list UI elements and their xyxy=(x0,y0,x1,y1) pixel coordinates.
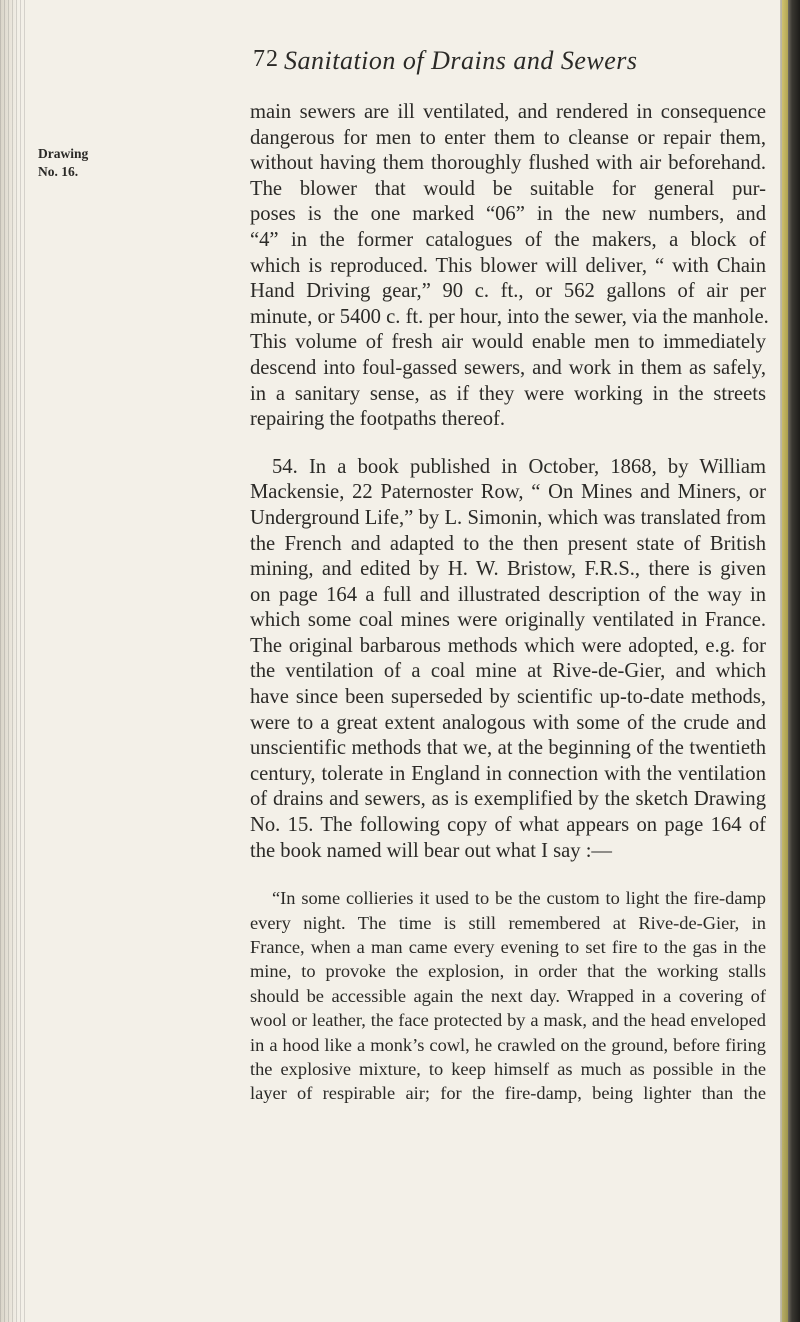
text-line: dangerous for men to enter them to cleanse or repair them, xyxy=(250,126,766,149)
body-text xyxy=(250,100,769,1106)
quote-line: the explosive mixture, to keep himself as much as possible in the xyxy=(250,1059,766,1080)
margin-note-line: Drawing xyxy=(38,146,89,161)
text-line: without having them thoroughly flushed with air beforehand. xyxy=(250,152,766,175)
quote-line: France, when a man came every evening to set fire to the gas in the xyxy=(250,937,766,958)
text-line: unscientific methods that we, at the beginning of the twentieth xyxy=(250,737,766,760)
text-line: No. 15. The following copy of what appears on page 164 of xyxy=(250,814,766,837)
text-line: minute, or 5400 c. ft. per hour, into the sewer, via the manhole. xyxy=(250,305,769,328)
block-quote xyxy=(250,886,766,1106)
paragraph-2 xyxy=(250,455,766,865)
text-line: of drains and sewers, as is exemplified by the sketch Drawing xyxy=(250,788,766,811)
text-line: Hand Driving gear,” 90 c. ft., or 562 gallons of air per xyxy=(250,280,766,303)
text-line: Mackensie, 22 Paternoster Row, “ On Mines and Miners, or xyxy=(250,481,766,504)
text-line: repairing the footpaths thereof. xyxy=(250,408,506,431)
quote-line: layer of respirable air; for the fire-damp, being lighter than the xyxy=(250,1083,766,1104)
text-line: mining, and edited by H. W. Bristow, F.R.S., there is given xyxy=(250,558,766,581)
text-line: descend into foul-gassed sewers, and work in them as safely, xyxy=(250,356,766,379)
page-header xyxy=(0,46,800,86)
text-line: which some coal mines were originally ventilated in France. xyxy=(250,609,766,632)
text-line: main sewers are ill ventilated, and rendered in consequence xyxy=(250,101,766,123)
text-line: poses is the one marked “06” in the new numbers, and xyxy=(250,203,766,226)
page-number: 72 xyxy=(253,46,279,72)
text-line: century, tolerate in England in connection with the ventilation xyxy=(250,762,766,785)
text-line: 54. In a book published in October, 1868, by William xyxy=(272,455,766,478)
quote-line: “In some collieries it used to be the custom to light the fire-damp xyxy=(272,888,766,909)
paragraph-gap xyxy=(250,864,766,886)
quote-line: every night. The time is still remembered at Rive-de-Gier, in xyxy=(250,912,766,933)
text-line: the ventilation of a coal mine at Rive-de-Gier, and which xyxy=(250,660,766,683)
running-title: Sanitation of Drains and Sewers xyxy=(284,46,638,75)
text-line: have since been superseded by scientific up-to-date methods, xyxy=(250,686,766,709)
text-line: which is reproduced. This blower will deliver, “ with Chain xyxy=(250,254,766,277)
quote-line: in a hood like a monk’s cowl, he crawled on the ground, before firing xyxy=(250,1034,766,1055)
margin-note-line: No. 16. xyxy=(38,164,79,179)
text-line: the French and adapted to the then present state of British xyxy=(250,532,766,555)
text-line: Underground Life,” by L. Simonin, which was translated from xyxy=(250,506,766,529)
text-line: on page 164 a full and illustrated description of the way in xyxy=(250,583,766,606)
text-line: in a sanitary sense, as if they were working in the streets xyxy=(250,382,766,405)
quote-line: should be accessible again the next day. Wrapped in a covering of xyxy=(250,985,766,1006)
text-line: The blower that would be suitable for general pur- xyxy=(250,177,766,200)
paragraph-1 xyxy=(250,100,769,433)
text-line: This volume of fresh air would enable men to immediately xyxy=(250,331,766,354)
binding-edge-highlight xyxy=(782,0,788,1322)
page-gutter-lines xyxy=(0,0,26,1322)
quote-line: mine, to provoke the explosion, in order that the working stalls xyxy=(250,961,766,982)
text-line: “4” in the former catalogues of the makers, a block of xyxy=(250,228,766,251)
margin-note xyxy=(38,145,108,181)
text-line: were to a great extent analogous with some of the crude and xyxy=(250,711,766,734)
text-line: The original barbarous methods which were adopted, e.g. for xyxy=(250,634,766,657)
paragraph-gap xyxy=(250,433,766,455)
text-line: the book named will bear out what I say :— xyxy=(250,839,613,862)
quote-line: wool or leather, the face protected by a mask, and the head enveloped xyxy=(250,1010,766,1031)
